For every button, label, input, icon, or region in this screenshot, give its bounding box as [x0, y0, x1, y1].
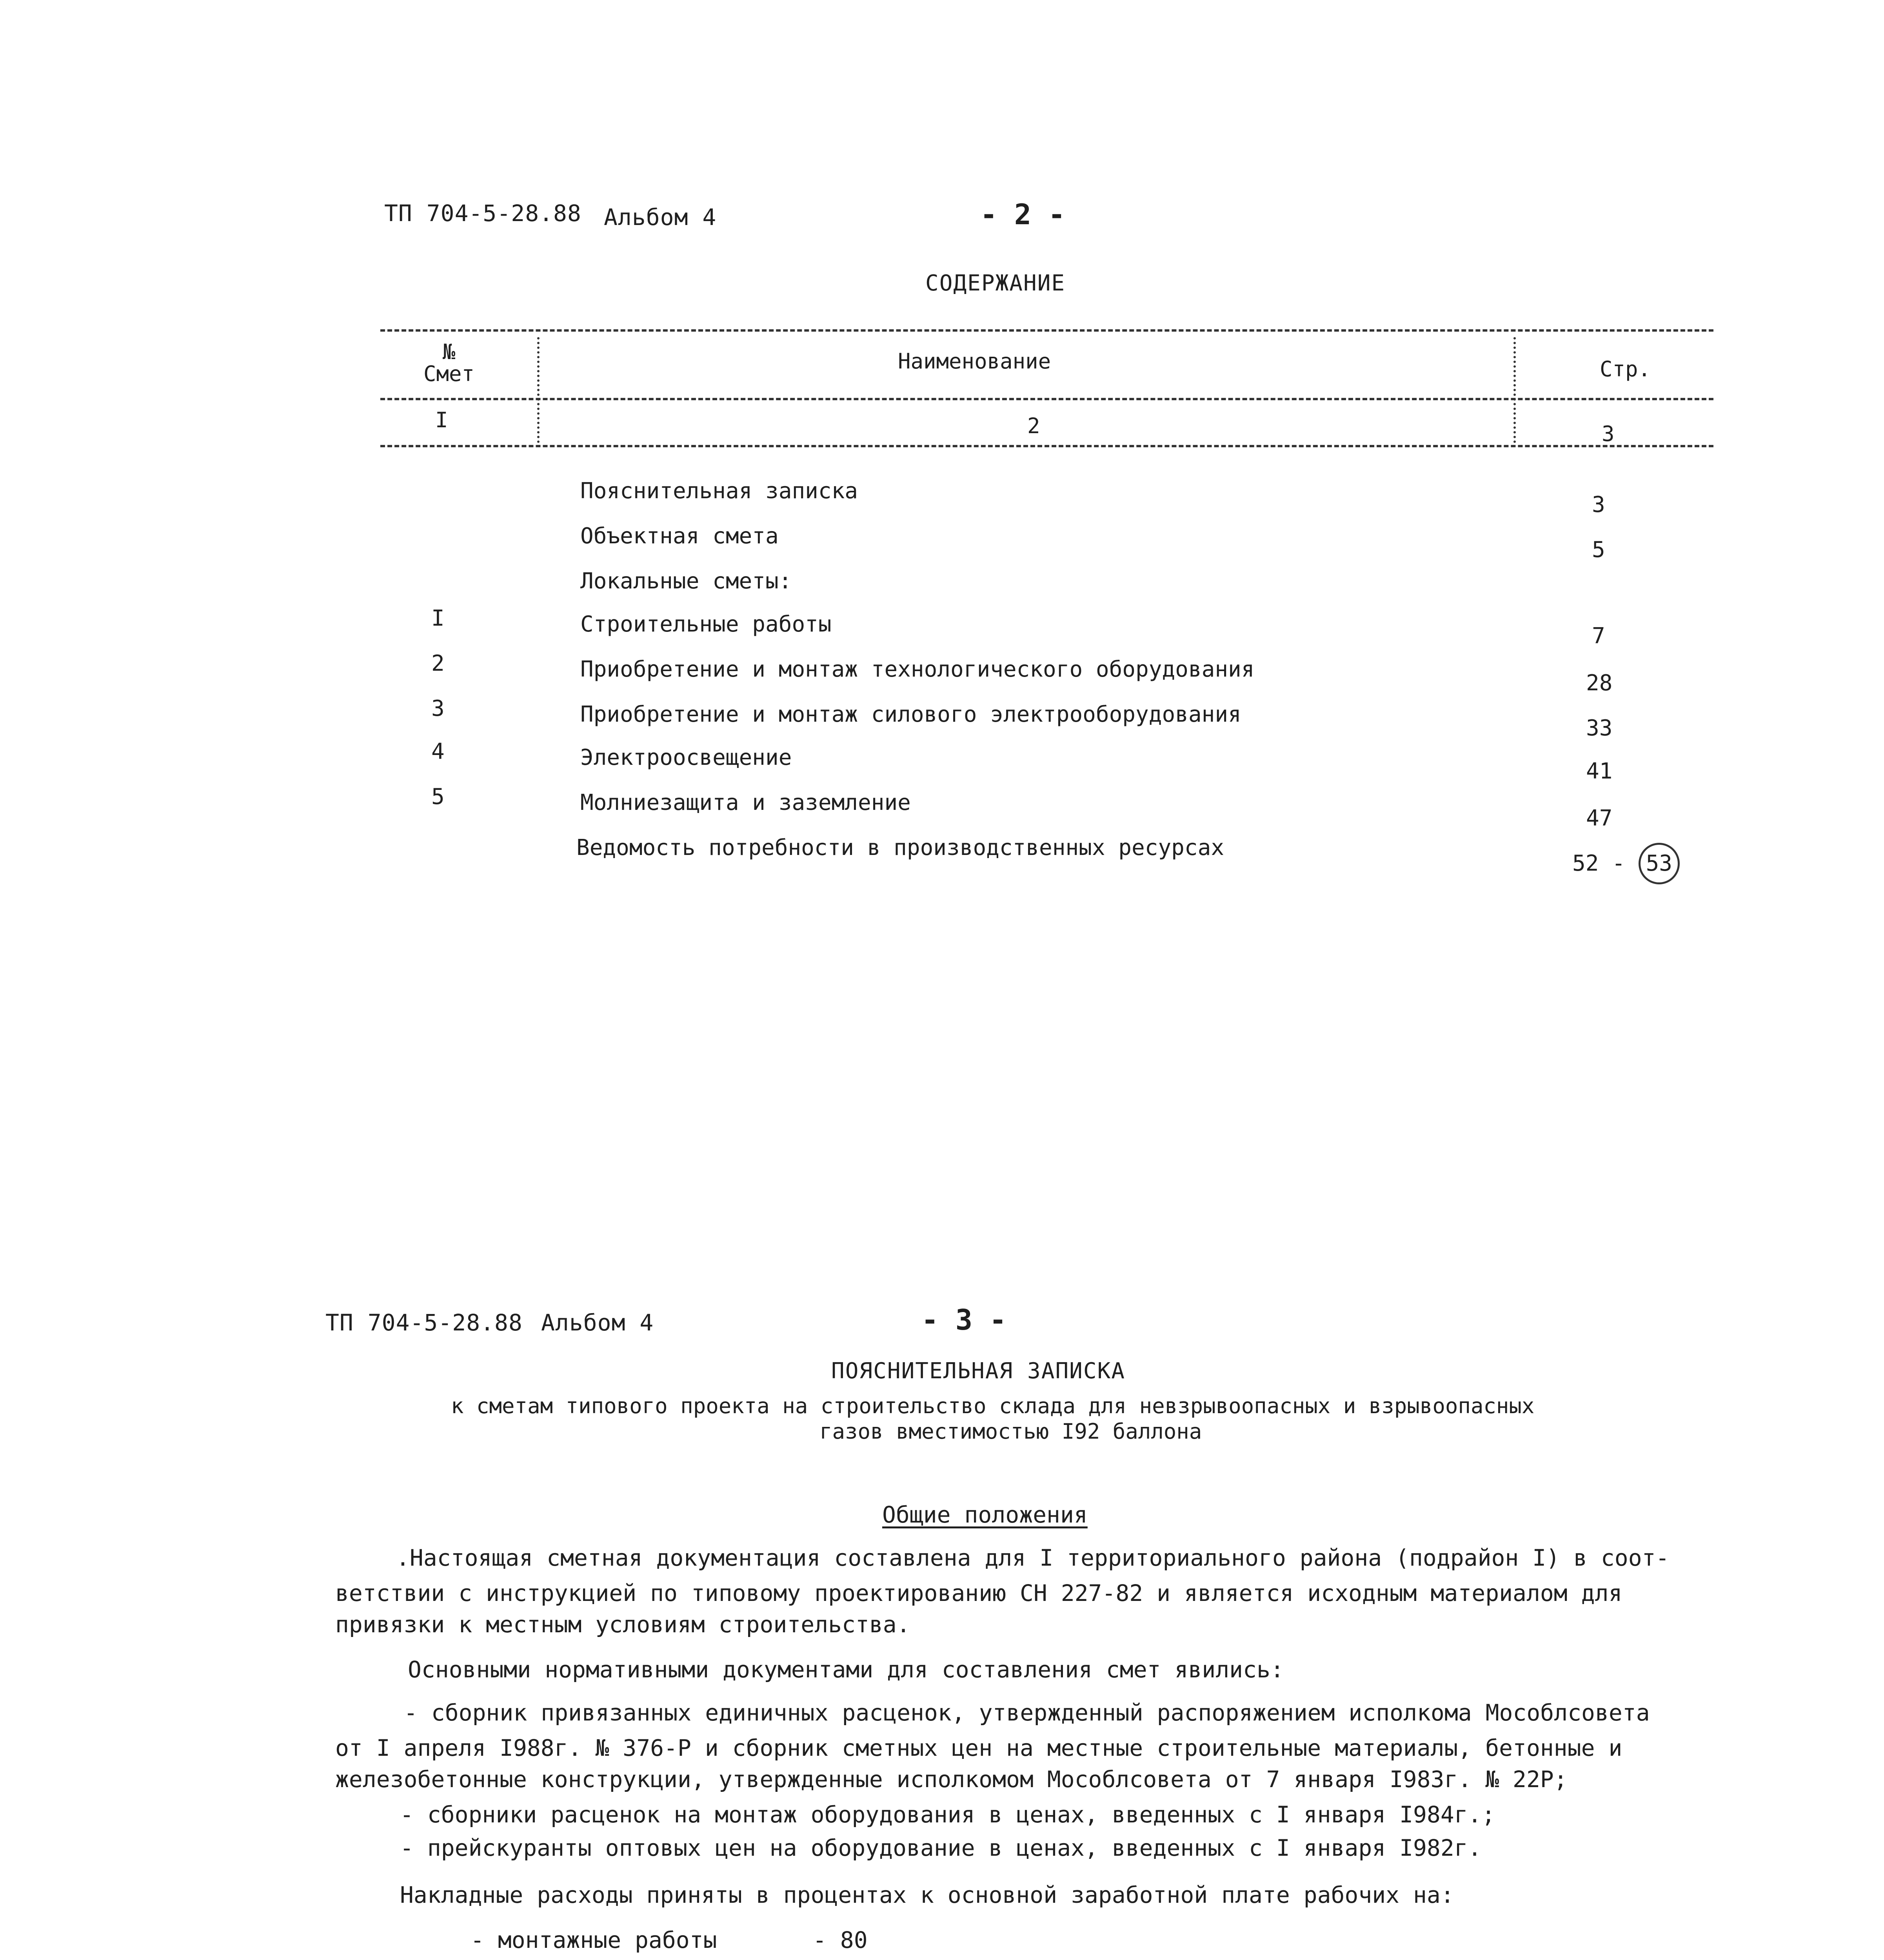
body-line: от I апреля I988г. № 376-Р и сборник сметных цен на местные строительные материалы, бетонные и [335, 1735, 1622, 1761]
header-num: № Смет [423, 339, 475, 386]
page-number: - 3 - [921, 1303, 1006, 1336]
row-page: 5 [1592, 537, 1605, 563]
row-name: Пояснительная записка [580, 478, 858, 504]
row-page: 41 [1586, 759, 1613, 784]
row-num: 2 [431, 651, 445, 676]
body-line: железобетонные конструкции, утвержденные исполкомом Мособлсовета от 7 января I983г. № 22Р; [335, 1766, 1568, 1793]
album-label: Альбом 4 [604, 204, 717, 230]
body-line: - сборник привязанных единичных расценок, утвержденный распоряжением исполкома Мособлсовета [404, 1699, 1650, 1726]
body-line: ветствии с инструкцией по типовому проектированию СН 227-82 и является исходным материалом для [335, 1580, 1622, 1606]
note-title: ПОЯСНИТЕЛЬНАЯ ЗАПИСКА [831, 1358, 1126, 1384]
table-rule-top [380, 329, 1713, 332]
body-line: - прейскуранты оптовых цен на оборудование в ценах, введенных с I января I982г. [400, 1835, 1482, 1861]
row-name: Локальные сметы: [580, 568, 792, 594]
row-page: 28 [1586, 670, 1613, 696]
row-page-start: 52 - [1572, 851, 1625, 876]
row-page: 47 [1586, 806, 1613, 831]
col-number-num: I [435, 408, 448, 432]
body-line: - сборники расценок на монтаж оборудования в ценах, введенных с I января I984г.; [400, 1801, 1495, 1828]
doc-code: ТП 704-5-28.88 [384, 200, 581, 227]
body-line: - монтажные работы - 80 [471, 1927, 868, 1953]
row-num: 4 [431, 739, 445, 764]
contents-title: СОДЕРЖАНИЕ [925, 270, 1066, 296]
body-line: .Настоящая сметная документация составлена для I территориального района (подрайон I) в соот- [396, 1544, 1670, 1571]
header-page: Стр. [1600, 357, 1651, 381]
table-divider-2 [1513, 337, 1516, 443]
col-number-name: 2 [1027, 414, 1040, 438]
table-rule-bottom [380, 445, 1713, 447]
header-name: Наименование [898, 349, 1051, 374]
row-name: Молниезащита и заземление [580, 790, 911, 815]
doc-code: ТП 704-5-28.88 [325, 1309, 523, 1336]
album-label: Альбом 4 [541, 1309, 654, 1336]
row-num: I [431, 606, 445, 631]
page-number: - 2 - [980, 198, 1065, 231]
row-name: Приобретение и монтаж технологического оборудования [580, 657, 1255, 682]
row-page: 33 [1586, 715, 1613, 741]
row-num: 5 [431, 784, 445, 809]
row-name: Объектная смета [580, 523, 779, 549]
row-name: Приобретение и монтаж силового электрооборудования [580, 702, 1241, 727]
body-line: Основными нормативными документами для составления смет явились: [408, 1656, 1284, 1683]
row-page: 7 [1592, 623, 1605, 649]
row-name: Ведомость потребности в производственных ресурсах [576, 835, 1225, 860]
row-page [1572, 843, 1680, 884]
body-line: привязки к местным условиям строительства. [335, 1611, 910, 1638]
col-number-page: 3 [1602, 421, 1615, 446]
body-line: Накладные расходы приняты в процентах к основной заработной плате рабочих на: [400, 1882, 1454, 1908]
row-num: 3 [431, 696, 445, 721]
note-subtitle-2: газов вместимостью I92 баллона [819, 1419, 1202, 1444]
row-page: 3 [1592, 492, 1605, 517]
section-heading-general: Общие положения [882, 1501, 1088, 1528]
row-name: Строительные работы [580, 612, 832, 637]
row-name: Электроосвещение [580, 745, 792, 770]
note-subtitle-1: к сметам типового проекта на строительство склада для невзрывоопасных и взрывоопасных [451, 1394, 1535, 1418]
circled-page-number: 53 [1639, 843, 1680, 884]
table-divider-1 [537, 337, 540, 443]
